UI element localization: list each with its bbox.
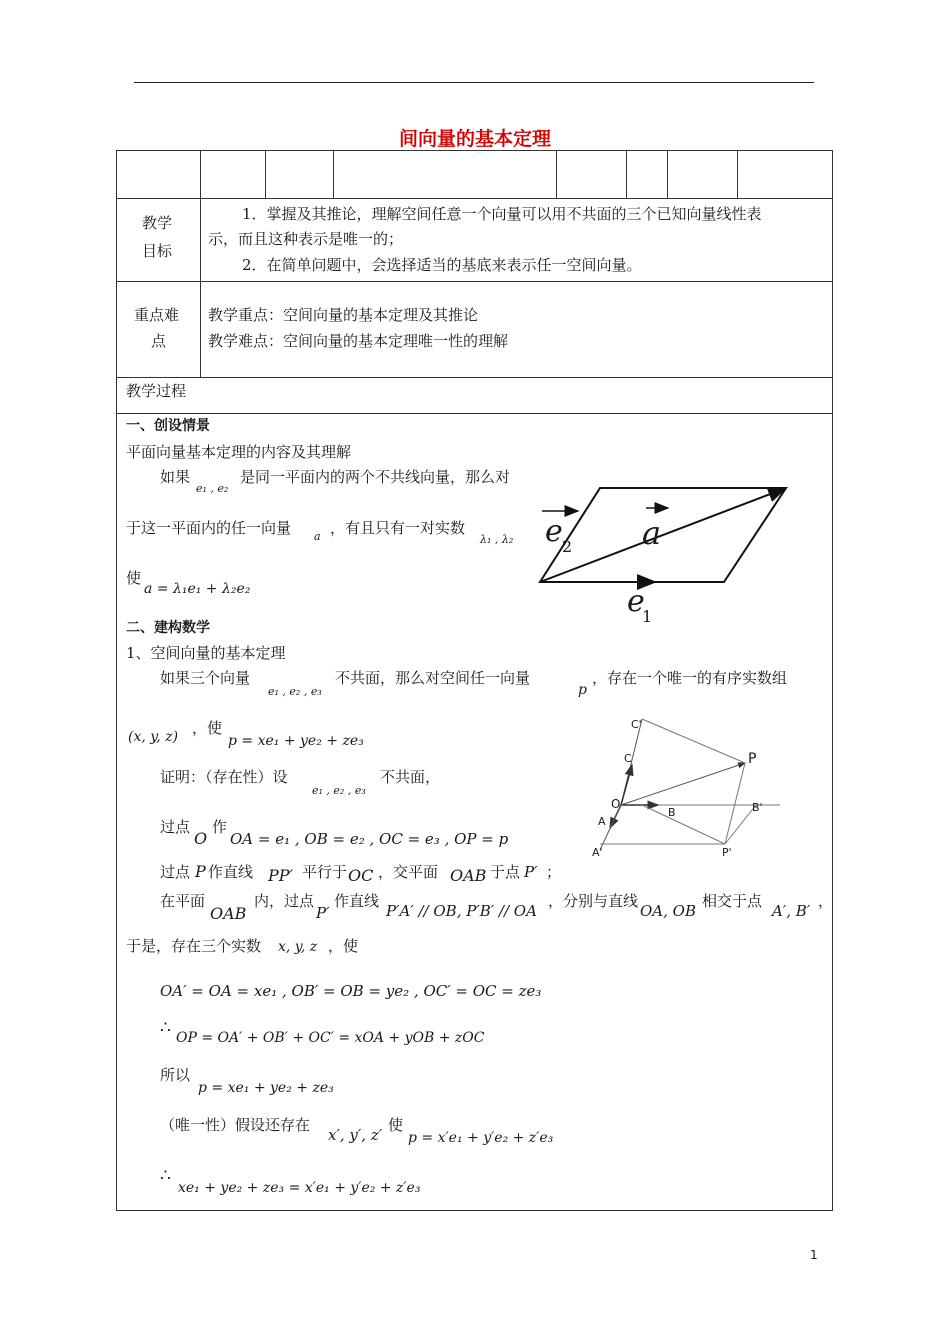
process-label: 教学过程 <box>126 382 187 400</box>
header-cell-divider <box>556 151 557 198</box>
header-cell-divider <box>333 151 334 198</box>
fig2-label-C: C <box>624 752 632 765</box>
header-cell-divider <box>265 151 266 198</box>
header-cell-divider <box>200 151 201 198</box>
s2-math-xyz: (x, y, z) <box>128 729 179 745</box>
row-divider <box>117 413 832 414</box>
fig2-label-A: A <box>598 815 606 828</box>
s2-proof-a: 证明：（存在性）设 <box>160 768 288 786</box>
keypoints-line-2: 教学难点：空间向量的基本定理唯一性的理解 <box>208 332 509 350</box>
row-divider <box>117 198 832 199</box>
s2-p1c: ，存在一个唯一的有序实数组 <box>592 669 788 687</box>
header-cell-divider <box>667 151 668 198</box>
fig1-label-e1: e <box>627 584 645 619</box>
s2-math-eq3: p = xe₁ + ye₂ + ze₃ <box>198 1080 334 1096</box>
fig2-label-O: O <box>611 797 621 811</box>
s2-plane-a: 在平面 <box>160 892 206 910</box>
s2-plane-f: ， <box>818 892 834 910</box>
header-cell-divider <box>626 151 627 198</box>
s2-math-eq2: OP = OA′ + OB′ + OC′ = xOA + yOB + zOC <box>176 1030 485 1046</box>
s2-uniq-b: 使 <box>388 1116 404 1134</box>
goals-line-2: 示，而且这种表示是唯一的； <box>208 230 404 248</box>
fig2-label-A-prime: A' <box>592 846 603 859</box>
s2-math-xyz2: x, y, z <box>278 939 318 955</box>
goals-line-3: 2．在简单问题中，会选择适当的基底来表示任一空间向量。 <box>242 256 642 274</box>
s2-math-defs: OA = e₁ , OB = e₂ , OC = e₃ , OP = p <box>230 830 509 848</box>
fig1-label-e1-sub: 1 <box>642 607 653 626</box>
fig2-label-B-prime: B' <box>752 801 763 814</box>
space-basis-figure <box>580 710 790 860</box>
s1-p3a: 使 <box>126 569 142 587</box>
s2-so-a: 于是，存在三个实数 <box>126 937 262 955</box>
s2-therefore-2: ∴ <box>160 1166 171 1186</box>
s2-math-O: O <box>194 829 208 848</box>
s1-math-e1e2: e₁ , e₂ <box>196 482 229 495</box>
top-rule <box>134 82 814 83</box>
s2-proof-math-e123: e₁ , e₂ , e₃ <box>312 784 366 797</box>
s2-math-eq5: xe₁ + ye₂ + ze₃ = x′e₁ + y′e₂ + z′e₃ <box>178 1180 421 1196</box>
s2-math-OAOB: OA, OB <box>640 902 696 920</box>
s2-math-AB: A′, B′ <box>772 902 811 920</box>
s1-math-combo: a = λ₁e₁ + λ₂e₂ <box>144 581 251 597</box>
keypoints-line-1: 教学重点：空间向量的基本定理及其推论 <box>208 306 479 324</box>
s2-through-a: 过点 <box>160 818 191 836</box>
s1-p2b: ，有且只有一对实数 <box>330 519 466 537</box>
s2-p2a: ，使 <box>192 719 223 737</box>
s2-line-p3: 平行于 <box>302 863 348 881</box>
keypoints-label-2: 点 <box>151 332 167 350</box>
s2-math-Pp-2: P′ <box>316 904 330 922</box>
s2-uniq-a: （唯一性）假设还存在 <box>160 1116 311 1134</box>
goals-line-1: 1．掌握及其推论，理解空间任意一个向量可以用不共面的三个已知向量线性表 <box>242 205 762 223</box>
s2-math-P: P <box>195 862 206 881</box>
goals-label-2: 目标 <box>142 242 173 260</box>
s2-math-parallels: P′A′ // OB, P′B′ // OA <box>386 902 537 920</box>
s2-math-p-combo: p = xe₁ + ye₂ + ze₃ <box>228 733 364 749</box>
header-cell-divider <box>737 151 738 198</box>
s2-line-p1: 过点 <box>160 863 191 881</box>
s2-line-p4: ，交平面 <box>378 863 439 881</box>
page-title: 间向量的基本定理 <box>398 128 551 150</box>
s2-p1a: 如果三个向量 <box>160 669 251 687</box>
s2-math-eq1: OA′ = OA = xe₁ , OB′ = OB = ye₂ , OC′ = OC = ze₃ <box>160 982 542 1000</box>
s2-math-OAB-2: OAB <box>210 904 247 923</box>
s2-math-eq4: p = x′e₁ + y′e₂ + z′e₃ <box>408 1130 554 1146</box>
page-number: 1 <box>810 1248 818 1262</box>
s2-math-p: p <box>578 682 587 698</box>
s2-so-b: ，使 <box>328 937 359 955</box>
fig2-label-P-prime: P' <box>722 846 732 859</box>
s1-p1a: 如果 <box>160 468 191 486</box>
s2-plane-b: 内，过点 <box>254 892 315 910</box>
section2-sub1: 1、空间向量的基本定理 <box>126 644 286 662</box>
fig2-label-C-prime: C' <box>631 718 642 731</box>
s2-plane-d: ，分别与直线 <box>548 892 639 910</box>
fig1-label-e2: e <box>545 514 563 549</box>
s2-line-p5: 于点 <box>490 863 521 881</box>
s2-therefore-1: ∴ <box>160 1018 171 1038</box>
fig2-label-P: P <box>748 751 757 767</box>
s2-p1b: 不共面，那么对空间任一向量 <box>335 669 531 687</box>
s2-plane-c: 作直线 <box>334 892 380 910</box>
s2-math-OAB: OAB <box>450 866 487 885</box>
s2-line-p2: 作直线 <box>208 863 254 881</box>
s2-math-Pp: P′ <box>524 863 538 881</box>
row-divider <box>117 281 832 282</box>
goals-label-1: 教学 <box>142 214 173 232</box>
row-divider <box>117 377 832 378</box>
s1-p1b: 是同一平面内的两个不共线向量，那么对 <box>240 468 511 486</box>
section2-heading: 二、建构数学 <box>126 620 210 636</box>
s2-through-b: 作 <box>212 818 228 836</box>
fig2-label-B: B <box>668 806 676 819</box>
fig1-label-a: a <box>642 514 662 552</box>
s2-math-xyzp: x′, y′, z′ <box>328 1126 383 1144</box>
s2-proof-b: 不共面， <box>380 768 441 786</box>
s1-p2a: 于这一平面内的任一向量 <box>126 519 292 537</box>
s1-math-a: a <box>314 530 321 543</box>
keypoints-label-1: 重点难 <box>134 306 180 324</box>
fig1-label-e2-sub: 2 <box>562 537 573 556</box>
s2-line-p6: ； <box>546 863 562 881</box>
s2-plane-e: 相交于点 <box>702 892 763 910</box>
label-column-divider <box>200 198 201 377</box>
s2-math-e123: e₁ , e₂ , e₃ <box>268 685 322 698</box>
s2-math-PP: PP′ <box>268 866 294 885</box>
section1-heading: 一、创设情景 <box>126 418 210 434</box>
s1-math-lambda: λ₁ , λ₂ <box>480 533 514 546</box>
section1-subheading: 平面向量基本定理的内容及其理解 <box>126 443 352 461</box>
s2-so2: 所以 <box>160 1066 191 1084</box>
s2-math-OC: OC <box>348 866 374 885</box>
